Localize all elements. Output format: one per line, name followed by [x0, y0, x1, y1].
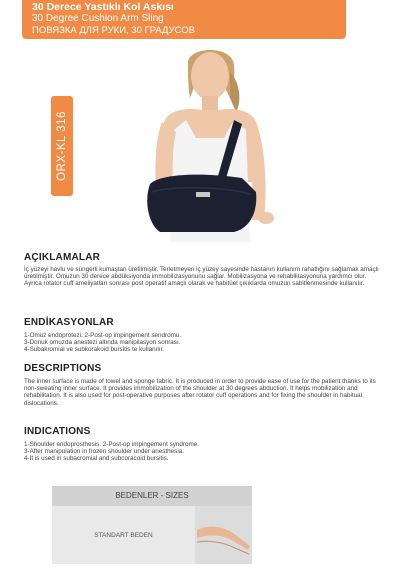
aciklamalar-text: İç yüzeyi havlu ve süngerli kumaştan üretilmiştir. Terletmeyen iç yüzey sayesinde hastanın kullanım rahatlığını sağlamak amaçlı üretilmiştir. Omuzun 30 derece abdüksiyonda immobilizasyonunu sağlar. Mobilizasyona ve rehabilitasyonuna yardımcı olur. Ayrıca rotator cuff ameliyatları sonrası post operatif amaçlı olarak ve habitüel çıkıklarda omuzun sabitlenmesinde kullanılır.: [24, 266, 379, 288]
arm-measurement-image: [195, 506, 252, 564]
size-table: [52, 486, 252, 564]
size-table-header: BEDENLER - SIZES: [52, 486, 252, 506]
section-title-endikasyonlar: ENDİKASYONLAR: [24, 317, 114, 328]
section-title-descriptions: DESCRIPTIONS: [24, 363, 102, 374]
list-item: 4-It is used in subacromial and subcoracoid bursitis.: [24, 455, 169, 463]
title-banner: [22, 0, 346, 39]
product-photo: [130, 42, 290, 242]
product-code: ORX-KL 316: [56, 111, 68, 181]
size-value: STANDART BEDEN: [94, 531, 153, 539]
title-english: 30 Degree Cushion Arm Sling: [32, 13, 164, 24]
descriptions-text: The inner surface is made of towel and sponge fabric. It is produced in order to provide ease of use for the patient thanks to its non-sweating inner surface. It provides immobilization of the shoulder at 30 degrees abduction. It helps mobilization and rehabilitation. It is also used for post-operative purposes after rotator cuff operations and for fixing the shoulder in habitual dislocations.: [24, 378, 376, 407]
list-item: 1-Shoulder endoprosthesis. 2-Post-op impingement syndrome.: [24, 441, 200, 448]
list-item: 1-Omuz endoprotezi. 2-Post-op impingement sendromu.: [24, 332, 182, 339]
indications-list: [24, 441, 380, 463]
section-title-aciklamalar: AÇIKLAMALAR: [24, 252, 101, 263]
title-turkish: 30 Derece Yastıklı Kol Askısı: [32, 1, 174, 13]
section-title-indications: INDICATIONS: [24, 426, 91, 437]
list-item: 3-Donuk omuzda anestezi altında manipilasyon sonrası.: [24, 339, 181, 347]
title-russian: ПОВЯЗКА ДЛЯ РУКИ, 30 ГРАДУСОВ: [32, 25, 195, 36]
endikasyonlar-list: [24, 332, 380, 354]
product-code-tab: [51, 96, 73, 196]
list-item: 4-Subakromial ve subkorakoid bursitis te kullanılır.: [24, 346, 164, 354]
list-item: 3-After manipulation in frozen shoulder under anesthesia.: [24, 448, 184, 456]
